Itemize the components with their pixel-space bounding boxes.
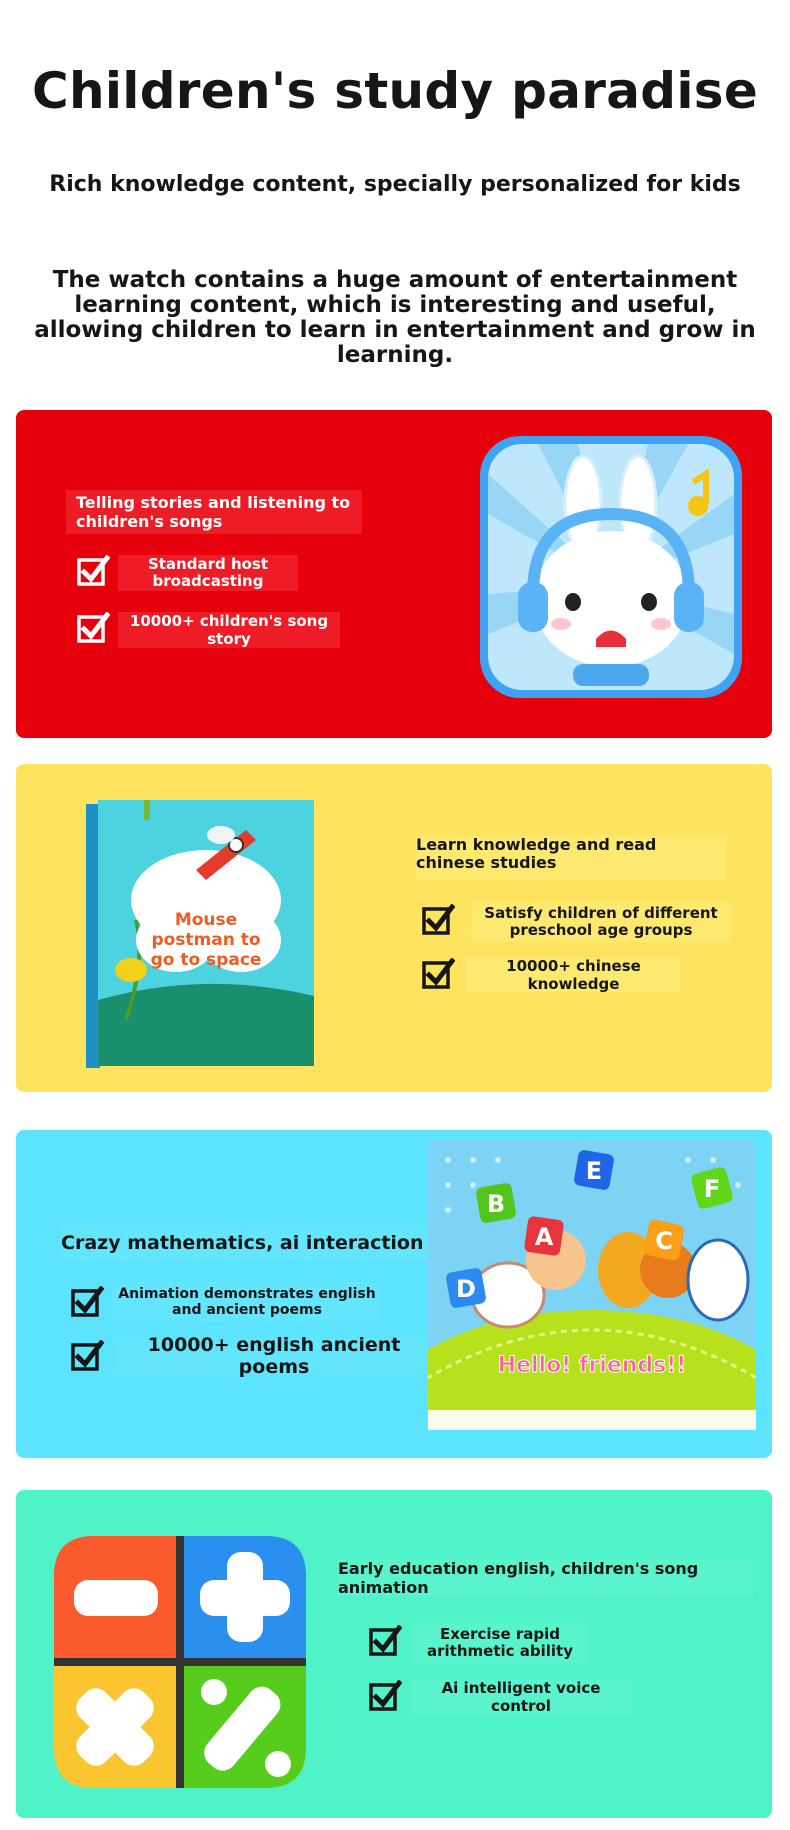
math-operators-icon xyxy=(54,1536,306,1788)
early-education-heading: Early education english, children's song animation xyxy=(338,1560,753,1596)
book-title-text: Mouse postman to go to space xyxy=(150,910,262,970)
chinese-studies-panel xyxy=(16,764,772,1092)
page-description: The watch contains a huge amount of entertainment learning content, which is interesting and useful, allowing children to learn in entertainment and grow in learning. xyxy=(34,267,756,368)
hello-friends-illustration xyxy=(428,1140,756,1430)
check-icon xyxy=(368,1625,402,1659)
letter-block-f: F xyxy=(703,1175,721,1203)
page-subtitle: Rich knowledge content, specially personalized for kids xyxy=(49,172,741,197)
check-icon xyxy=(76,555,110,589)
book-cover-illustration xyxy=(86,800,318,1070)
chinese-studies-heading: Learn knowledge and read chinese studies xyxy=(416,836,726,880)
feature-preschool-groups: Satisfy children of different preschool age groups xyxy=(471,902,731,942)
minus-icon xyxy=(74,1580,158,1616)
feature-english-poems: 10000+ english ancient poems xyxy=(114,1338,434,1374)
rabbit-app-icon xyxy=(478,434,744,700)
letter-block-d: D xyxy=(456,1275,476,1303)
check-icon xyxy=(421,958,455,992)
feature-standard-host: Standard host broadcasting xyxy=(118,555,298,591)
feature-rapid-arithmetic: Exercise rapid arithmetic ability xyxy=(412,1623,588,1663)
feature-song-story: 10000+ children's song story xyxy=(118,612,340,648)
page-title: Children's study paradise xyxy=(31,62,759,120)
feature-chinese-knowledge: 10000+ chinese knowledge xyxy=(466,958,681,992)
check-icon xyxy=(421,904,455,938)
letter-block-a: A xyxy=(534,1223,554,1251)
letter-block-b: B xyxy=(486,1190,506,1218)
stories-songs-heading: Telling stories and listening to children's songs xyxy=(66,490,362,534)
stories-songs-panel xyxy=(16,410,772,738)
check-icon xyxy=(70,1286,104,1320)
feature-animation-demo: Animation demonstrates english and ancient poems xyxy=(112,1282,382,1322)
mathematics-heading: Crazy mathematics, ai interaction xyxy=(61,1226,441,1260)
mathematics-panel xyxy=(16,1130,772,1458)
letter-block-e: E xyxy=(585,1157,603,1185)
check-icon xyxy=(368,1680,402,1714)
check-icon xyxy=(70,1340,104,1374)
letter-block-c: C xyxy=(655,1227,673,1255)
early-education-panel xyxy=(16,1490,772,1818)
check-icon xyxy=(76,612,110,646)
hello-friends-banner: Hello! friends!! xyxy=(497,1353,687,1378)
feature-voice-control: Ai intelligent voice control xyxy=(411,1680,631,1714)
